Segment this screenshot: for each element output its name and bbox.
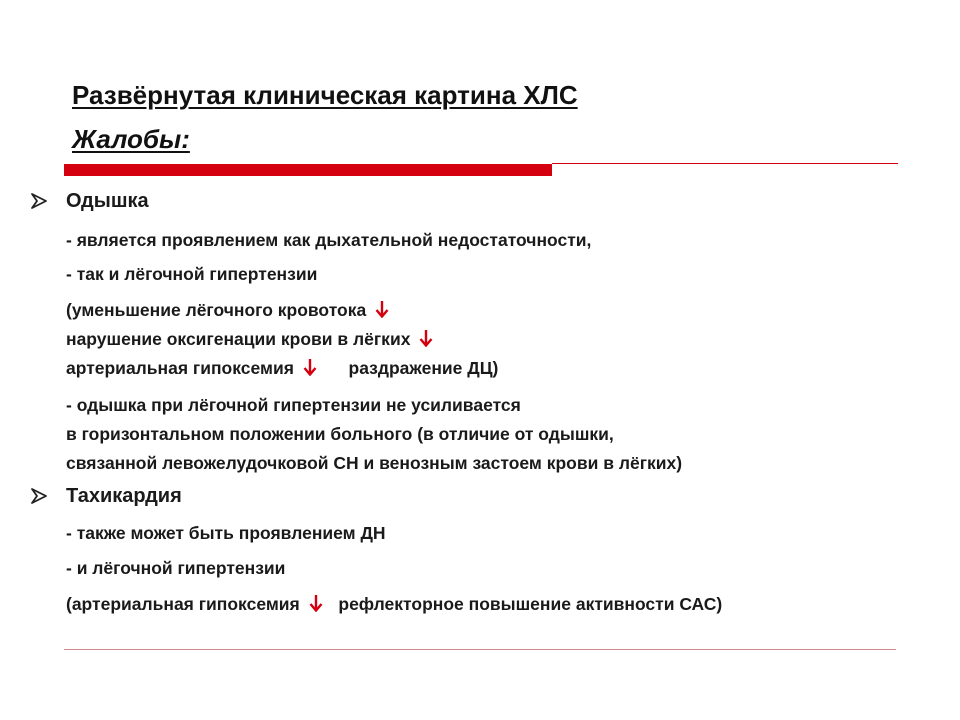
dyspnea-note-line-1: - одышка при лёгочной гипертензии не усиливается — [66, 395, 521, 415]
tachycardia-line-1: - также может быть проявлением ДН — [66, 523, 386, 543]
dyspnea-cause-text-1: (уменьшение лёгочного кровотока — [66, 300, 367, 320]
footer-divider — [64, 649, 896, 650]
dyspnea-line-2: - так и лёгочной гипертензии — [66, 264, 318, 284]
slide-title: Развёрнутая клиническая картина ХЛС — [72, 80, 578, 110]
dyspnea-cause-line-3 — [66, 358, 498, 379]
arrow-down-icon — [303, 358, 317, 376]
dyspnea-cause-line-1 — [66, 300, 389, 321]
dyspnea-cause-line-2 — [66, 329, 433, 350]
dyspnea-cause-text-3: артериальная гипоксемия — [66, 358, 294, 378]
dyspnea-line-1: - является проявлением как дыхательной недостаточности, — [66, 230, 592, 250]
dyspnea-cause-text-2: нарушение оксигенации крови в лёгких — [66, 329, 411, 349]
hollow-arrow-bullet-icon — [30, 192, 48, 210]
tachycardia-cause-text-1: (артериальная гипоксемия — [66, 594, 300, 614]
arrow-down-icon — [309, 594, 323, 612]
slide-subtitle: Жалобы: — [72, 124, 190, 154]
section-heading-dyspnea: Одышка — [66, 190, 149, 212]
section-heading-tachycardia: Тахикардия — [66, 485, 182, 507]
arrow-down-icon — [419, 329, 433, 347]
tachycardia-line-2: - и лёгочной гипертензии — [66, 558, 286, 578]
dyspnea-note-line-3: связанной левожелудочковой СН и венозным застоем крови в лёгких) — [66, 453, 683, 473]
tachycardia-cause-text-2: рефлекторное повышение активности САС) — [338, 594, 723, 614]
hollow-arrow-bullet-icon — [30, 487, 48, 505]
arrow-down-icon — [375, 300, 389, 318]
title-divider-thick — [64, 164, 552, 176]
title-divider-thin — [552, 163, 898, 164]
dyspnea-cause-text-4: раздражение ДЦ) — [348, 358, 499, 378]
dyspnea-note-line-2: в горизонтальном положении больного (в отличие от одышки, — [66, 424, 614, 444]
tachycardia-line-3 — [66, 594, 722, 615]
